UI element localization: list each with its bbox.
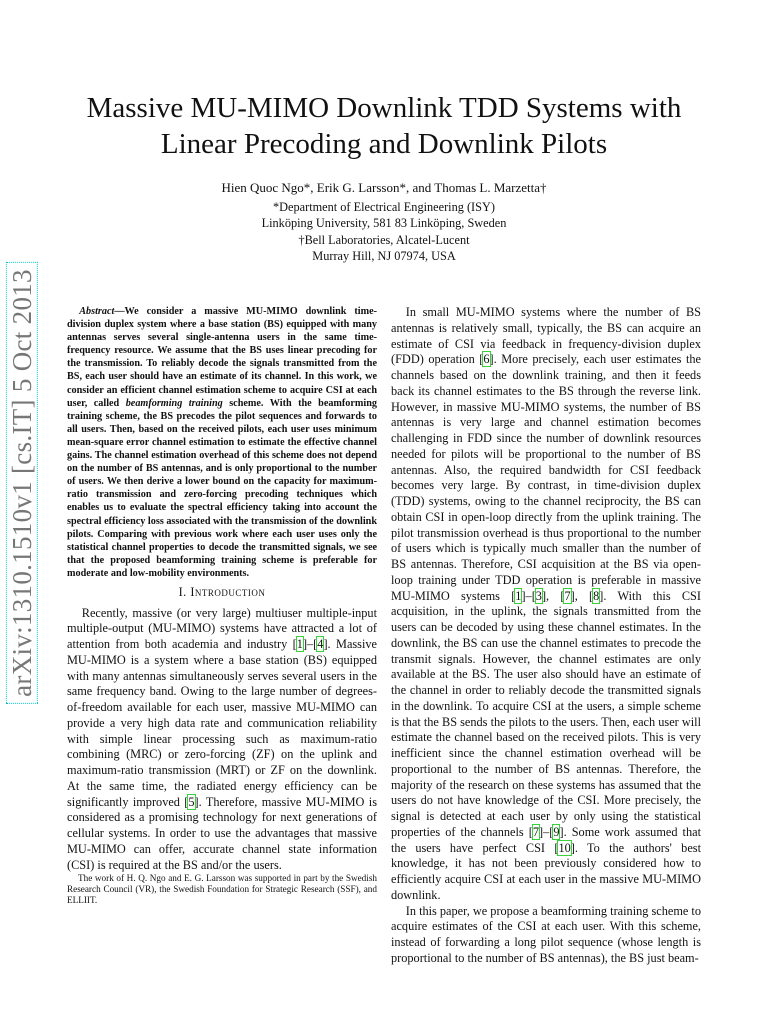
right-column <box>391 305 701 967</box>
affiliation-1: *Department of Electrical Engineering (ISY) <box>273 199 495 214</box>
abstract-emphasis: beamforming training <box>125 397 223 409</box>
abstract-label: Abstract <box>79 306 115 317</box>
body-text: ]. With this CSI acquisition, in the uplink, the signals transmitted from the users can be decoded by using these channel estimates. In the downlink, the BS can use the channel estimates to precode the transmit signals. However, the channel estimates are only available at the BS. The user also should have an estimate of the channel in order to reliably decode the transmitted signals in the downlink. To acquire CSI at the users, a simple scheme is that the BS sends the pilots to the users. Then, each user will estimate the channel based on the received pilots. This is very inefficient since the channel estimation overhead will be proportional to the number of BS antennas. Therefore, the majority of the research on these systems has assumed that the users do not have knowledge of the CSI. More precisely, the signal is detected at each user by only using the statistical properties of the channels [ <box>391 588 701 839</box>
abstract <box>67 305 377 580</box>
citation-link[interactable]: 7 <box>564 588 571 603</box>
citation-link[interactable]: 6 <box>483 352 490 367</box>
citation-link[interactable]: 9 <box>553 824 560 839</box>
right-paragraph-2: In this paper, we propose a beamforming training scheme to acquire estimates of the CSI at each user. With this scheme, instead of forwarding a long pilot sequence (whose length is proportional to the number of BS antennas), the BS just beam- <box>391 903 701 965</box>
intro-text: ]–[ <box>302 637 318 652</box>
citation-link[interactable]: 8 <box>593 588 600 603</box>
body-text: ], [ <box>541 588 565 603</box>
intro-paragraph-1 <box>67 606 377 874</box>
affiliation-4: Murray Hill, NJ 07974, USA <box>312 249 456 263</box>
footnote: The work of H. Q. Ngo and E. G. Larsson was supported in part by the Swedish Research Council (VR), the Swedish Foundation for Strategic Research (SSF), and ELLIIT. <box>67 873 377 906</box>
title-line-2: Linear Precoding and Downlink Pilots <box>160 128 608 160</box>
citation-link[interactable]: 1 <box>515 588 522 603</box>
intro-text: ]. Therefore, massive MU-MIMO is considered as a promising technology for next generations of cellular systems. In order to use the advantages that massive MU-MIMO can offer, accurate channel state information (CSI) is required at the BS and/or the users. <box>67 794 377 872</box>
body-text: ]. More precisely, each user estimates the channels based on the downlink training, and then it feeds back its channel estimates to the BS through the reverse link. However, in massive MU-MIMO systems, the number of BS antennas is very large and channel estimation becomes challenging in FDD since the number of downlink resources needed for pilots will be proportional to the number of BS antennas. Also, the required bandwidth for CSI feedback becomes very large. By contrast, in time-division duplex (TDD) systems, owing to the channel reciprocity, the BS can obtain CSI in open-loop directly from the uplink training. The pilot transmission overhead is thus proportional to the number of users which is typically much smaller than the number of BS antennas. Therefore, CSI acquisition at the BS via open-loop training under TDD operation is preferable in massive MU-MIMO systems [ <box>391 352 701 603</box>
right-paragraph-1 <box>391 305 701 904</box>
intro-text: Recently, massive (or very large) multiuser multiple-input multiple-output (MU-MIMO) systems have attracted a lot of attention from both academia and industry [ <box>67 605 377 652</box>
affiliation-2: Linköping University, 581 83 Linköping, Sweden <box>261 216 507 230</box>
arxiv-stamp <box>2 268 42 698</box>
body-text: ]. Some work assumed that the users have perfect CSI [ <box>391 824 701 855</box>
citation-link[interactable]: 7 <box>532 824 539 839</box>
citation-link[interactable]: 5 <box>188 794 195 809</box>
affiliation-3: †Bell Laboratories, Alcatel-Lucent <box>298 232 470 247</box>
paper-title <box>60 90 708 162</box>
author-names: Hien Quoc Ngo*, Erik G. Larsson*, and Thomas L. Marzetta† <box>221 180 547 195</box>
abstract-text-2: scheme. With the beamforming training scheme, the BS precodes the pilot sequences and forwards to all users. Then, based on the received pilots, each user uses minimum mean-square error channel estimation to estimate the effective channel gains. The channel estimation overhead of this scheme does not depend on the number of BS antennas, and is only proportional to the number of users. We then derive a lower bound on the capacity for maximum-ratio transmission and zero-forcing precoding techniques which enables us to evaluate the spectral efficiency taking into account the spectral efficiency loss associated with the transmission of the downlink pilots. Comparing with previous work where each user uses only the statistical channel properties to decode the transmitted signals, we see that the proposed beamforming training scheme is preferable for moderate and low-mobility environments. <box>67 397 378 579</box>
section-number: I. <box>178 584 187 599</box>
body-text: ]. To the authors' best knowledge, it has not been previously considered how to efficiently acquire CSI at each user in the massive MU-MIMO downlink. <box>391 840 701 902</box>
left-column <box>67 305 377 906</box>
title-line-1: Massive MU-MIMO Downlink TDD Systems with <box>86 92 682 124</box>
section-title: Introduction <box>190 584 266 599</box>
body-text: In small MU-MIMO systems where the number of BS antennas is relatively small, typically, the BS can acquire an estimate of CSI via feedback in frequency-division duplex (FDD) operation [ <box>391 305 701 367</box>
citation-link[interactable]: 4 <box>317 637 324 652</box>
body-text: ], [ <box>570 588 594 603</box>
citation-link[interactable]: 1 <box>296 637 303 652</box>
citation-link[interactable]: 10 <box>558 840 571 855</box>
section-heading-introduction <box>67 585 377 601</box>
author-block <box>100 180 668 265</box>
citation-link[interactable]: 3 <box>535 588 542 603</box>
body-text: ]–[ <box>521 588 536 603</box>
arxiv-identifier[interactable]: arXiv:1310.1510v1 [cs.IT] 5 Oct 2013 <box>6 262 38 704</box>
intro-text: ]. Massive MU-MIMO is a system where a base station (BS) equipped with many antennas simultaneously serves several users in the same frequency band. Owing to the large number of degrees-of-freedom available for each user, massive MU-MIMO can provide a very high data rate and communication reliability with simple linear processing such as maximum-ratio combining (MRC) or zero-forcing (ZF) on the uplink and maximum-ratio transmission (MRT) or ZF on the downlink. At the same time, the radiated energy efficiency can be significantly improved [ <box>67 637 377 809</box>
abstract-text-1: —We consider a massive MU-MIMO downlink time-division duplex system where a base station (BS) equipped with many antennas serves several single-antenna users in the same time-frequency resource. We assume that the BS uses linear precoding for the transmission. To reliably decode the signals transmitted from the BS, each user should have an estimate of its channel. In this work, we consider an efficient channel estimation scheme to acquire CSI at each user, called <box>67 306 377 409</box>
body-text: ]–[ <box>538 824 554 839</box>
